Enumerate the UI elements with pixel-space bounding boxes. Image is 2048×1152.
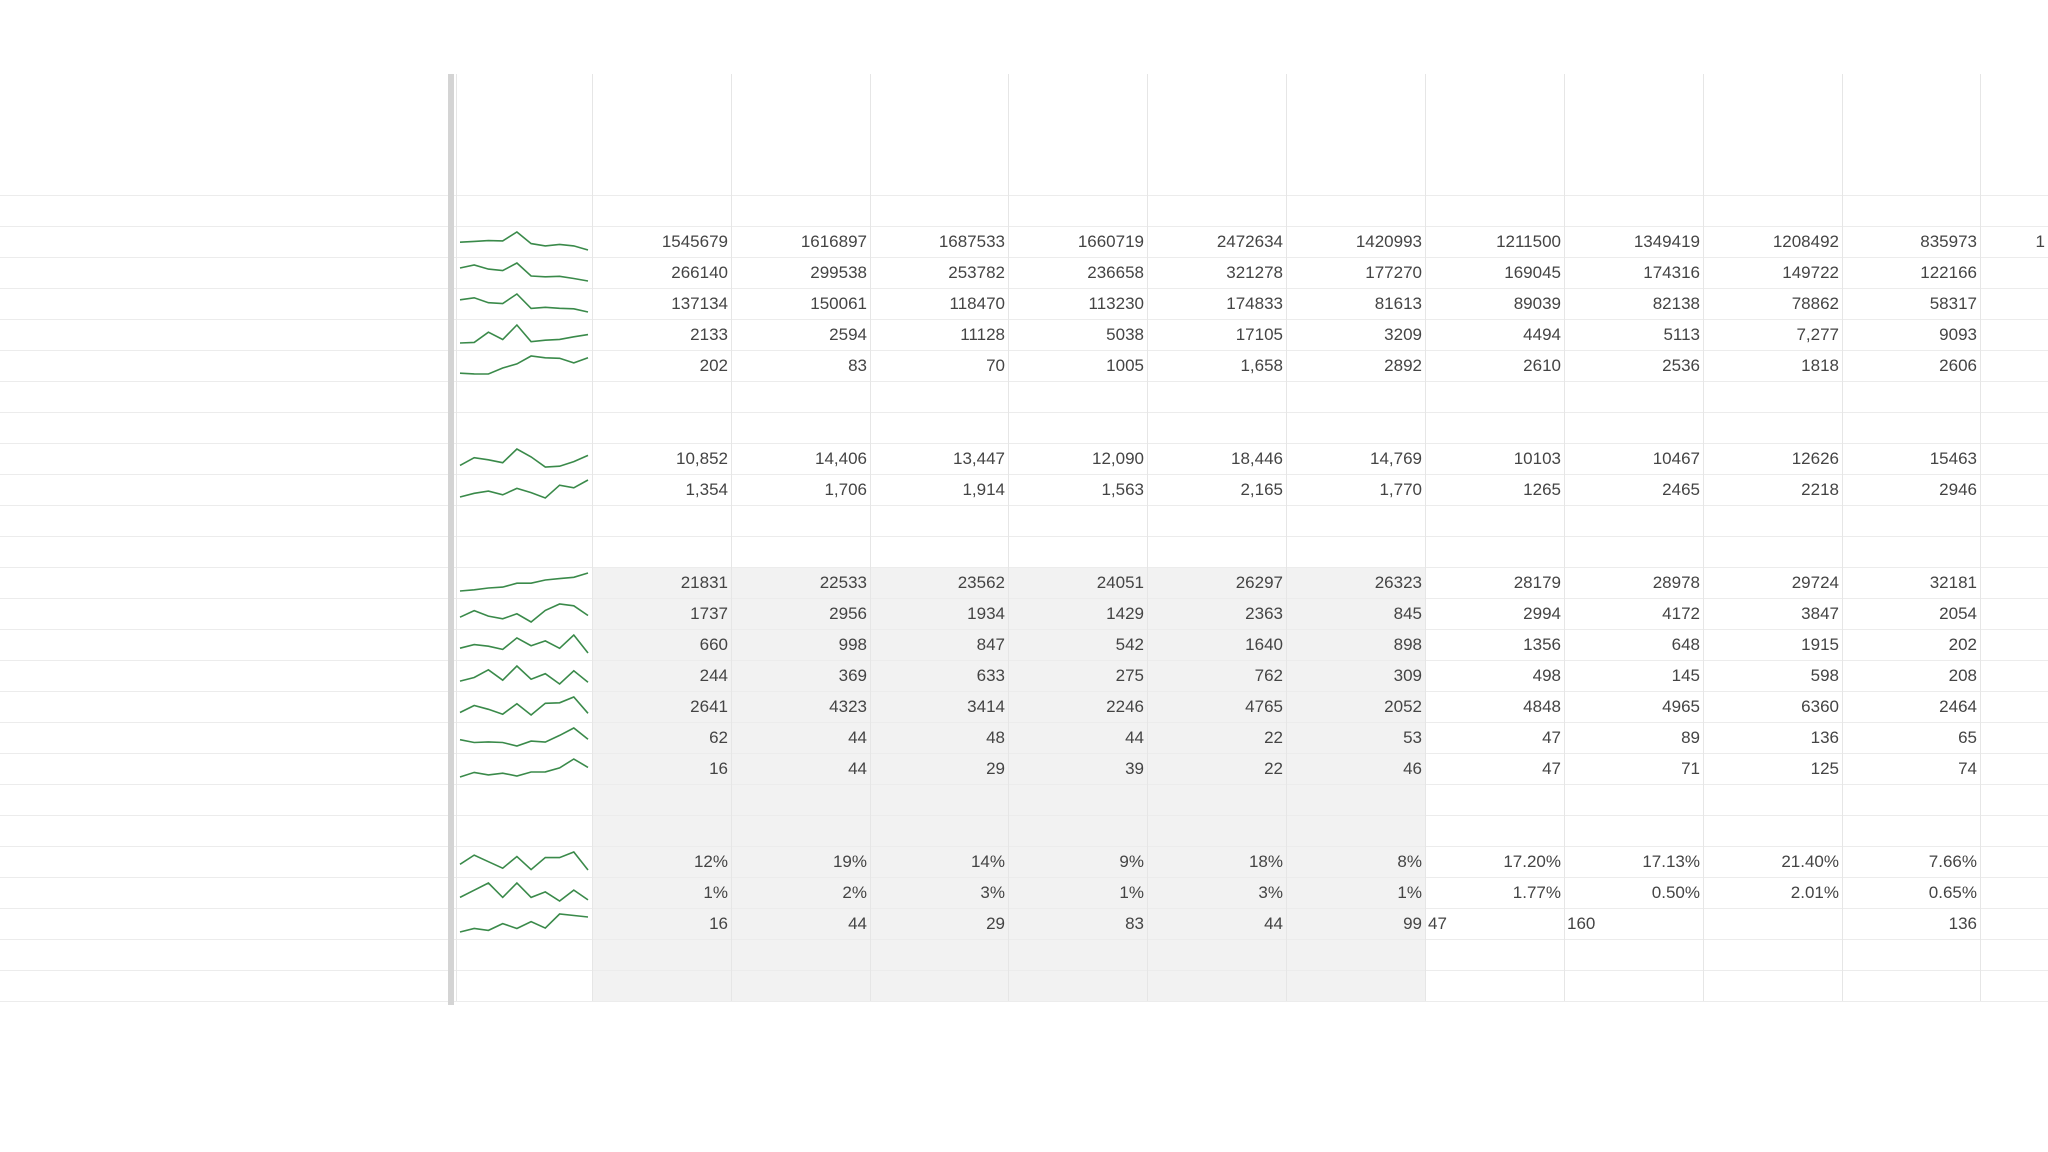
data-cell[interactable]: 1,354 — [685, 480, 728, 499]
data-cell[interactable]: 633 — [976, 666, 1005, 685]
data-cell[interactable]: 2994 — [1523, 604, 1561, 623]
data-cell[interactable]: 1687533 — [938, 232, 1005, 251]
data-cell[interactable]: 16 — [709, 759, 728, 778]
data-cell[interactable]: 1818 — [1801, 356, 1839, 375]
data-cell[interactable]: 14,406 — [815, 449, 867, 468]
data-cell[interactable]: 3% — [980, 883, 1005, 902]
data-cell[interactable]: 89 — [1681, 728, 1700, 747]
data-cell[interactable]: 7,277 — [1796, 325, 1839, 344]
data-cell[interactable]: 1,563 — [1101, 480, 1144, 499]
data-cell[interactable]: 9% — [1119, 852, 1144, 871]
data-cell[interactable]: 1% — [1119, 883, 1144, 902]
column-header-month[interactable] — [1564, 195, 1703, 226]
data-cell[interactable]: 5038 — [1106, 325, 1144, 344]
data-cell[interactable]: 2892 — [1384, 356, 1422, 375]
data-cell[interactable]: 309 — [1393, 666, 1422, 685]
data-cell[interactable]: 1660719 — [1077, 232, 1144, 251]
data-cell[interactable]: 4965 — [1662, 697, 1700, 716]
row-label[interactable] — [0, 257, 448, 288]
data-cell[interactable]: 44 — [1125, 728, 1144, 747]
data-cell[interactable]: 11128 — [960, 325, 1005, 344]
data-cell[interactable]: 137134 — [671, 294, 728, 313]
data-cell[interactable]: 898 — [1393, 635, 1422, 654]
data-cell[interactable]: 29 — [986, 914, 1005, 933]
sparkline — [456, 846, 592, 877]
data-cell[interactable]: 236658 — [1087, 263, 1144, 282]
data-cell[interactable]: 498 — [1532, 666, 1561, 685]
row-gridline — [0, 1001, 2048, 1002]
row-label[interactable] — [0, 474, 448, 505]
data-cell[interactable]: 22533 — [819, 573, 867, 592]
data-cell[interactable]: 10467 — [1652, 449, 1700, 468]
data-cell[interactable]: 321278 — [1226, 263, 1283, 282]
data-cell[interactable]: 8% — [1397, 852, 1422, 871]
sparkline — [456, 567, 592, 598]
row-label[interactable] — [0, 288, 448, 319]
sparkline-path — [460, 635, 588, 653]
data-cell[interactable]: 208 — [1948, 666, 1977, 685]
data-cell[interactable]: 14% — [970, 852, 1005, 871]
section-title — [0, 815, 448, 846]
data-cell[interactable]: 1640 — [1245, 635, 1283, 654]
data-cell[interactable]: 1 — [2035, 232, 2045, 251]
sparkline-path — [460, 728, 588, 746]
data-cell[interactable]: 1545679 — [661, 232, 728, 251]
data-cell[interactable]: 202 — [699, 356, 728, 375]
section-title — [0, 195, 448, 226]
data-cell[interactable]: 660 — [699, 635, 728, 654]
data-cell[interactable] — [1980, 846, 2048, 877]
column-header-month[interactable] — [1980, 412, 2048, 443]
data-cell[interactable]: 44 — [848, 914, 867, 933]
data-cell[interactable]: 1915 — [1801, 635, 1839, 654]
data-cell[interactable]: 83 — [1125, 914, 1144, 933]
data-cell[interactable]: 21.40% — [1781, 852, 1839, 871]
data-cell[interactable]: 17.13% — [1642, 852, 1700, 871]
data-cell[interactable]: 2606 — [1939, 356, 1977, 375]
data-cell[interactable]: 81613 — [1374, 294, 1422, 313]
data-cell[interactable]: 4323 — [829, 697, 867, 716]
sparkline-path — [460, 449, 588, 467]
data-cell[interactable]: 10103 — [1513, 449, 1561, 468]
data-cell[interactable]: 1356 — [1523, 635, 1561, 654]
row-gridline — [0, 381, 2048, 382]
data-cell[interactable] — [1703, 908, 1842, 939]
sparkline-path — [460, 263, 588, 281]
data-cell[interactable]: 24051 — [1096, 573, 1144, 592]
row-label[interactable] — [0, 877, 448, 908]
data-cell[interactable]: 21831 — [680, 573, 728, 592]
sparkline — [456, 629, 592, 660]
data-cell[interactable]: 3209 — [1384, 325, 1422, 344]
data-cell[interactable]: 3847 — [1801, 604, 1839, 623]
row-label[interactable] — [0, 350, 448, 381]
data-cell[interactable]: 1934 — [967, 604, 1005, 623]
data-cell[interactable] — [1980, 908, 2048, 939]
data-cell[interactable]: 253782 — [948, 263, 1005, 282]
row-label[interactable] — [0, 226, 448, 257]
sparkline-path — [460, 883, 588, 901]
sparkline — [456, 877, 592, 908]
data-cell[interactable]: 136 — [1810, 728, 1839, 747]
data-cell[interactable]: 1420993 — [1355, 232, 1422, 251]
data-cell[interactable] — [1980, 877, 2048, 908]
column-header-month[interactable] — [1425, 412, 1564, 443]
data-cell[interactable]: 4765 — [1245, 697, 1283, 716]
data-cell[interactable] — [1980, 257, 2048, 288]
row-label[interactable] — [0, 567, 448, 598]
data-cell[interactable]: 12,090 — [1092, 449, 1144, 468]
sparkline-path — [460, 480, 588, 498]
data-cell[interactable]: 9093 — [1939, 325, 1977, 344]
row-label[interactable] — [0, 443, 448, 474]
data-cell[interactable]: 2464 — [1939, 697, 1977, 716]
row-gridline — [0, 784, 2048, 785]
sparkline — [456, 288, 592, 319]
data-cell[interactable]: 266140 — [671, 263, 728, 282]
data-cell[interactable]: 149722 — [1782, 263, 1839, 282]
data-cell[interactable]: 44 — [848, 759, 867, 778]
data-cell[interactable]: 89039 — [1513, 294, 1561, 313]
data-cell[interactable]: 542 — [1115, 635, 1144, 654]
data-cell[interactable]: 1,658 — [1240, 356, 1283, 375]
data-cell[interactable]: 136 — [1948, 914, 1977, 933]
data-cell[interactable]: 0.50% — [1651, 883, 1700, 902]
sparkline-path — [460, 759, 588, 777]
row-label[interactable] — [0, 319, 448, 350]
sparkline — [456, 226, 592, 257]
data-cell[interactable] — [1980, 722, 2048, 753]
data-cell[interactable]: 4172 — [1662, 604, 1700, 623]
data-cell[interactable]: 22 — [1264, 759, 1283, 778]
column-header-month[interactable] — [1703, 195, 1842, 226]
data-cell[interactable]: 78862 — [1791, 294, 1839, 313]
data-cell[interactable]: 299538 — [810, 263, 867, 282]
data-cell[interactable]: 762 — [1254, 666, 1283, 685]
sparkline — [456, 753, 592, 784]
data-cell[interactable]: 28978 — [1652, 573, 1700, 592]
data-cell[interactable] — [1980, 598, 2048, 629]
sparkline — [456, 691, 592, 722]
data-cell[interactable]: 32181 — [1929, 573, 1977, 592]
sparkline-path — [460, 573, 588, 591]
data-cell[interactable]: 998 — [838, 635, 867, 654]
data-cell[interactable]: 62 — [709, 728, 728, 747]
row-gridline — [0, 505, 2048, 506]
sparkline — [456, 908, 592, 939]
data-cell[interactable]: 2465 — [1662, 480, 1700, 499]
column-header-month[interactable] — [870, 195, 1008, 226]
sparkline-path — [460, 697, 588, 715]
data-cell[interactable]: 44 — [848, 728, 867, 747]
row-label[interactable] — [0, 846, 448, 877]
data-cell[interactable]: 1429 — [1106, 604, 1144, 623]
data-cell[interactable] — [1980, 443, 2048, 474]
data-cell[interactable]: 169045 — [1504, 263, 1561, 282]
data-cell[interactable]: 2641 — [690, 697, 728, 716]
sparkline-path — [460, 294, 588, 312]
data-cell[interactable]: 2246 — [1106, 697, 1144, 716]
sparkline-path — [460, 666, 588, 684]
column-header-month[interactable] — [1286, 412, 1425, 443]
data-cell[interactable]: 47 — [1428, 914, 1447, 933]
column-header-month[interactable] — [1147, 195, 1286, 226]
data-cell[interactable]: 26297 — [1235, 573, 1283, 592]
data-cell[interactable]: 118470 — [949, 294, 1005, 313]
column-header-month[interactable] — [1286, 195, 1425, 226]
row-label[interactable] — [0, 722, 448, 753]
data-cell[interactable]: 150061 — [810, 294, 867, 313]
data-cell[interactable]: 2054 — [1939, 604, 1977, 623]
data-cell[interactable]: 1.77% — [1512, 883, 1561, 902]
data-cell[interactable]: 44 — [1264, 914, 1283, 933]
data-cell[interactable]: 4848 — [1523, 697, 1561, 716]
data-cell[interactable]: 7.66% — [1928, 852, 1977, 871]
data-cell[interactable]: 5113 — [1663, 325, 1700, 344]
data-cell[interactable]: 1005 — [1106, 356, 1144, 375]
data-cell[interactable]: 2052 — [1384, 697, 1422, 716]
data-cell[interactable]: 2,165 — [1240, 480, 1283, 499]
data-cell[interactable]: 46 — [1403, 759, 1422, 778]
data-cell[interactable]: 1211500 — [1496, 232, 1561, 251]
data-cell[interactable]: 174316 — [1643, 263, 1700, 282]
data-cell[interactable]: 845 — [1393, 604, 1422, 623]
data-cell[interactable]: 16 — [709, 914, 728, 933]
data-cell[interactable]: 28179 — [1513, 573, 1561, 592]
data-cell[interactable]: 160 — [1567, 914, 1596, 933]
data-cell[interactable]: 177270 — [1365, 263, 1422, 282]
data-cell[interactable]: 122166 — [1920, 263, 1977, 282]
data-cell[interactable]: 1737 — [690, 604, 728, 623]
data-cell[interactable] — [1980, 319, 2048, 350]
data-cell[interactable]: 1% — [703, 883, 728, 902]
data-cell[interactable]: 369 — [838, 666, 867, 685]
data-cell[interactable]: 1349419 — [1633, 232, 1700, 251]
data-cell[interactable]: 82138 — [1652, 294, 1700, 313]
data-cell[interactable]: 2594 — [829, 325, 867, 344]
data-cell[interactable]: 1% — [1397, 883, 1422, 902]
data-cell[interactable]: 1208492 — [1772, 232, 1839, 251]
section-title — [0, 536, 448, 567]
sparkline — [456, 660, 592, 691]
column-header-month[interactable] — [1703, 536, 1842, 567]
data-cell[interactable]: 83 — [848, 356, 867, 375]
data-cell[interactable]: 2363 — [1245, 604, 1283, 623]
column-header-month[interactable] — [1564, 536, 1703, 567]
column-header-month[interactable] — [731, 412, 870, 443]
data-cell[interactable]: 2133 — [690, 325, 728, 344]
data-cell[interactable]: 847 — [976, 635, 1005, 654]
sparkline — [456, 257, 592, 288]
column-header-month[interactable] — [1564, 412, 1703, 443]
data-cell[interactable] — [1980, 691, 2048, 722]
data-cell[interactable] — [1980, 474, 2048, 505]
data-cell[interactable] — [1980, 567, 2048, 598]
row-label[interactable] — [0, 908, 448, 939]
row-label[interactable] — [0, 753, 448, 784]
data-cell[interactable]: 10,852 — [676, 449, 728, 468]
data-cell[interactable]: 18,446 — [1231, 449, 1283, 468]
data-cell[interactable] — [1980, 288, 2048, 319]
data-cell[interactable]: 3% — [1258, 883, 1283, 902]
column-header-month[interactable] — [1425, 536, 1564, 567]
data-cell[interactable]: 3414 — [967, 697, 1005, 716]
data-cell[interactable]: 2610 — [1523, 356, 1561, 375]
data-cell[interactable]: 1,914 — [962, 480, 1005, 499]
data-cell[interactable]: 648 — [1671, 635, 1700, 654]
data-cell[interactable]: 71 — [1681, 759, 1700, 778]
data-cell[interactable]: 125 — [1810, 759, 1839, 778]
data-cell[interactable]: 99 — [1403, 914, 1422, 933]
data-cell[interactable]: 39 — [1125, 759, 1144, 778]
frozen-column-divider — [448, 74, 454, 1005]
data-cell[interactable]: 18% — [1248, 852, 1283, 871]
sparkline — [456, 722, 592, 753]
row-label[interactable] — [0, 629, 448, 660]
column-header-month[interactable] — [1147, 412, 1286, 443]
data-cell[interactable] — [1980, 660, 2048, 691]
column-header-month[interactable] — [1008, 536, 1147, 567]
column-header-month[interactable] — [731, 536, 870, 567]
section-title — [0, 412, 448, 443]
data-cell[interactable]: 29 — [986, 759, 1005, 778]
column-header-month[interactable] — [870, 412, 1008, 443]
column-header-month[interactable] — [870, 536, 1008, 567]
data-cell[interactable] — [1980, 629, 2048, 660]
data-cell[interactable]: 0.65% — [1928, 883, 1977, 902]
data-cell[interactable]: 19% — [832, 852, 867, 871]
sparkline-path — [460, 852, 588, 870]
data-cell[interactable]: 17.20% — [1503, 852, 1561, 871]
column-header-month[interactable] — [1980, 195, 2048, 226]
sparkline-path — [460, 232, 588, 250]
data-cell[interactable]: 598 — [1810, 666, 1839, 685]
column-header-month[interactable] — [1842, 412, 1980, 443]
column-header-month[interactable] — [1842, 195, 1980, 226]
data-cell[interactable]: 58317 — [1929, 294, 1977, 313]
data-cell[interactable]: 26323 — [1374, 573, 1422, 592]
data-cell[interactable]: 145 — [1671, 666, 1700, 685]
column-header-month[interactable] — [1842, 536, 1980, 567]
data-cell[interactable]: 2% — [842, 883, 867, 902]
data-cell[interactable]: 15463 — [1929, 449, 1977, 468]
column-header-month[interactable] — [592, 536, 731, 567]
row-label[interactable] — [0, 660, 448, 691]
data-cell[interactable]: 1265 — [1523, 480, 1561, 499]
data-cell[interactable]: 2956 — [829, 604, 867, 623]
column-header-month[interactable] — [592, 412, 731, 443]
data-cell[interactable]: 835973 — [1920, 232, 1977, 251]
row-gridline — [0, 939, 2048, 940]
sparkline-path — [460, 914, 588, 932]
sparkline-path — [460, 356, 588, 374]
data-cell[interactable]: 48 — [986, 728, 1005, 747]
column-header-month[interactable] — [1703, 412, 1842, 443]
data-cell[interactable]: 1616897 — [800, 232, 867, 251]
data-cell[interactable] — [1980, 350, 2048, 381]
data-cell[interactable]: 2218 — [1801, 480, 1839, 499]
data-cell[interactable]: 74 — [1958, 759, 1977, 778]
data-cell[interactable]: 275 — [1115, 666, 1144, 685]
data-cell[interactable]: 12% — [693, 852, 728, 871]
data-cell[interactable]: 22 — [1264, 728, 1283, 747]
data-cell[interactable]: 17105 — [1235, 325, 1283, 344]
column-header-month[interactable] — [731, 195, 870, 226]
data-cell[interactable]: 53 — [1403, 728, 1422, 747]
column-header-month[interactable] — [1980, 536, 2048, 567]
data-cell[interactable]: 4494 — [1523, 325, 1561, 344]
data-cell[interactable] — [1980, 753, 2048, 784]
sparkline — [456, 443, 592, 474]
column-header-month[interactable] — [1286, 536, 1425, 567]
sparkline — [456, 319, 592, 350]
data-cell[interactable]: 2946 — [1939, 480, 1977, 499]
data-cell[interactable]: 6360 — [1801, 697, 1839, 716]
column-header-month[interactable] — [1008, 412, 1147, 443]
data-cell[interactable]: 1,706 — [824, 480, 867, 499]
row-label[interactable] — [0, 598, 448, 629]
sparkline-path — [460, 325, 588, 343]
column-header-month[interactable] — [1008, 195, 1147, 226]
data-cell[interactable]: 113230 — [1088, 294, 1144, 313]
section-title — [0, 970, 448, 1001]
data-cell[interactable]: 12626 — [1791, 449, 1839, 468]
data-cell[interactable]: 2.01% — [1790, 883, 1839, 902]
data-cell[interactable]: 244 — [699, 666, 728, 685]
data-cell[interactable]: 1,770 — [1379, 480, 1422, 499]
data-cell[interactable]: 70 — [986, 356, 1005, 375]
data-cell[interactable]: 65 — [1958, 728, 1977, 747]
data-cell[interactable]: 47 — [1542, 759, 1561, 778]
sparkline — [456, 350, 592, 381]
sparkline-path — [460, 604, 588, 622]
column-header-month[interactable] — [1425, 195, 1564, 226]
data-cell[interactable]: 2536 — [1662, 356, 1700, 375]
data-cell[interactable]: 14,769 — [1370, 449, 1422, 468]
sparkline — [456, 598, 592, 629]
data-cell[interactable]: 23562 — [957, 573, 1005, 592]
column-header-month[interactable] — [1147, 536, 1286, 567]
sparkline — [456, 474, 592, 505]
data-cell[interactable]: 174833 — [1226, 294, 1283, 313]
data-cell[interactable]: 13,447 — [953, 449, 1005, 468]
row-label[interactable] — [0, 691, 448, 722]
data-cell[interactable]: 202 — [1948, 635, 1977, 654]
data-cell[interactable]: 29724 — [1791, 573, 1839, 592]
data-cell[interactable]: 47 — [1542, 728, 1561, 747]
data-cell[interactable]: 2472634 — [1216, 232, 1283, 251]
column-header-month[interactable] — [592, 195, 731, 226]
